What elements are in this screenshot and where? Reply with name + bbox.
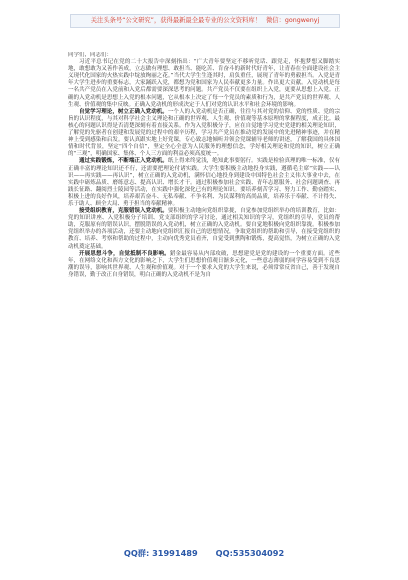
banner-text: 关注头条号“公文研究”，获得最新最全最专业的公文资料库！ xyxy=(90,17,261,24)
wechat-label: 微信：gongwenyj xyxy=(266,17,320,24)
paragraph-intro xyxy=(68,59,340,109)
paragraph-lead: 接受组织教育，克服错误入党动机。 xyxy=(79,208,168,215)
paragraph-struggle xyxy=(68,251,340,279)
paragraph-text: 要积极主动地向党组织靠拢，自觉参加党组织举办的培训教育，比如：党的知识讲座、入党积极分子培训、党支部组织的学习讨论，通过相关知识的学习，党组织的引导，党员的帮助，克服原有的错误认识，摆脱错误的入党动机，树立正确的入党动机。要自觉地积极向党组织靠拢。积极参加党组织举办的各项活动，还要主动地向党组织汇报自己的思想情况，争取党组织的帮助和引导，在接受党组织的教育、培养、考察和帮助的过程中，主动向优秀党员看齐，自觉受到熏陶和锻炼，提高觉悟，为树立正确的入党动机奠定基础。 xyxy=(68,208,340,250)
paragraph-text: 纸上得来终觉浅，绝知此事要躬行。实践是检验真理的唯一标准，仅有正确丰富的理论知识还不行，还需要把理论付诸实践。大学生要积极主动地投身实践，遵循毛主席“实践——认识——再实践——再认识”，树立正确的入党动机，满怀信心地投身到建设中国特色社会主义伟大事业中去，在实践中砺炼品质、磨练意志、提高认识、增长才干。通过积极参加社会实践、青年志愿服务、社会问题调查、再践长征路、翻阅烈士陵园等活动，在实践中强化深化已有的理论知识。要培养刻苦学习、努力工作、勤奋踏实、积极上进的良好作风，培养艰苦奋斗、无私奉献、不争名利、为民谋利的高尚品质，培养乐于奉献、不计得失、乐于助人、顾全大局、勇于担当的奉献精神。 xyxy=(68,158,340,207)
paragraph-lead: 通过实践锻炼，不断端正入党动机。 xyxy=(79,158,168,165)
qq-group: QQ群: 31991489 xyxy=(123,548,198,558)
paragraph-lead: 自觉学习理论，树立正确入党动机。 xyxy=(79,108,168,115)
paragraph-practice xyxy=(68,158,340,208)
header-banner xyxy=(70,14,340,28)
paragraph-lead: 开展思想斗争，自觉抵制不良影响。 xyxy=(79,250,170,257)
footer-contact xyxy=(0,548,408,559)
paragraph-text: 一个人的入党动机是否正确，往往与其对党的信仰、党的性质、党的宗旨的认识程度，与其对科学社会主义理论和正确的世界观、人生观、价值观等基本原理的掌握程度，成正比。最核心的问题认识得是否清楚深刻有着直接关系。作为入党积极分子，应在自觉地学习党史党建的相关理论知识，了解党的先驱者在创建和发展党的过程中的艰辛历程，学习共产党员在推动党的发展中的先进精神事迹，并在精神上受到感染和启发。要认真跟实地上好党课，专心致志地倾听并领会党课辅导老师的讲述，了解我国的具体国情和时代背景，坚定“四个自信”，坚定全心全意为人民服务的理想信念，学好相关理论和党的知识，树立正确的“三观”，明确国家、集体、个人三方面的利益必须高度统一。 xyxy=(68,108,340,158)
paragraph-text: 錯金最容易从内部攻破，思想建党是党的建设的一个重要方面。近些年，在网络文化和西方文化的影响之下，大学生们思想价值观日渐多元化，一些意志薄弱的同学容易受到不良思潮的误导，影响其世界观、人生观和价值观。对于一个要求入党的大学生来说，必须常常反省自己，善于发现自身错误，勤于改正自身错误，明白正确的入党动机不是为自 xyxy=(68,250,340,278)
wechat-id: gongwenyj xyxy=(284,17,320,24)
paragraph-text: 习近平总书记在党的二十大报告中深刻指出：“广大青年要坚定不移听党话、跟党走，怀抱梦想又脚踏实地，敢想敢为又善作善成，立志做有理想、敢担当、能吃苦、肯奋斗的新时代好青年，让青春在全面建设社会主义现代化国家的火热实践中绽放绚丽之花。”当代大学生生逢其时，肩负重任，展现了青年的勇毅担当。入党是青年大学生进步的重要标志，大家踊跃入党，都想为党和国家为人民奉献更多力量。作出更大贡献。入党动机是每一名共产党员在入党前和入党后都需要深深思考的问题。共产党员不仅要在组织上入党，更要从思想上入党。正确的入党动机是思想上入党的根本问题，它从根本上决定了每一个党员的素质和行为，是共产党员的世界观、人生观、价值观的集中反映。正确入党动机的形成决定于人们对党的认识水平和社会环境的影响。 xyxy=(68,59,340,108)
document-body xyxy=(68,52,340,540)
salutation: 同学们，同志们： xyxy=(68,52,113,58)
qq-number: QQ:535304092 xyxy=(215,548,285,558)
paragraph-organization xyxy=(68,208,340,251)
paragraph-study-theory xyxy=(68,109,340,159)
